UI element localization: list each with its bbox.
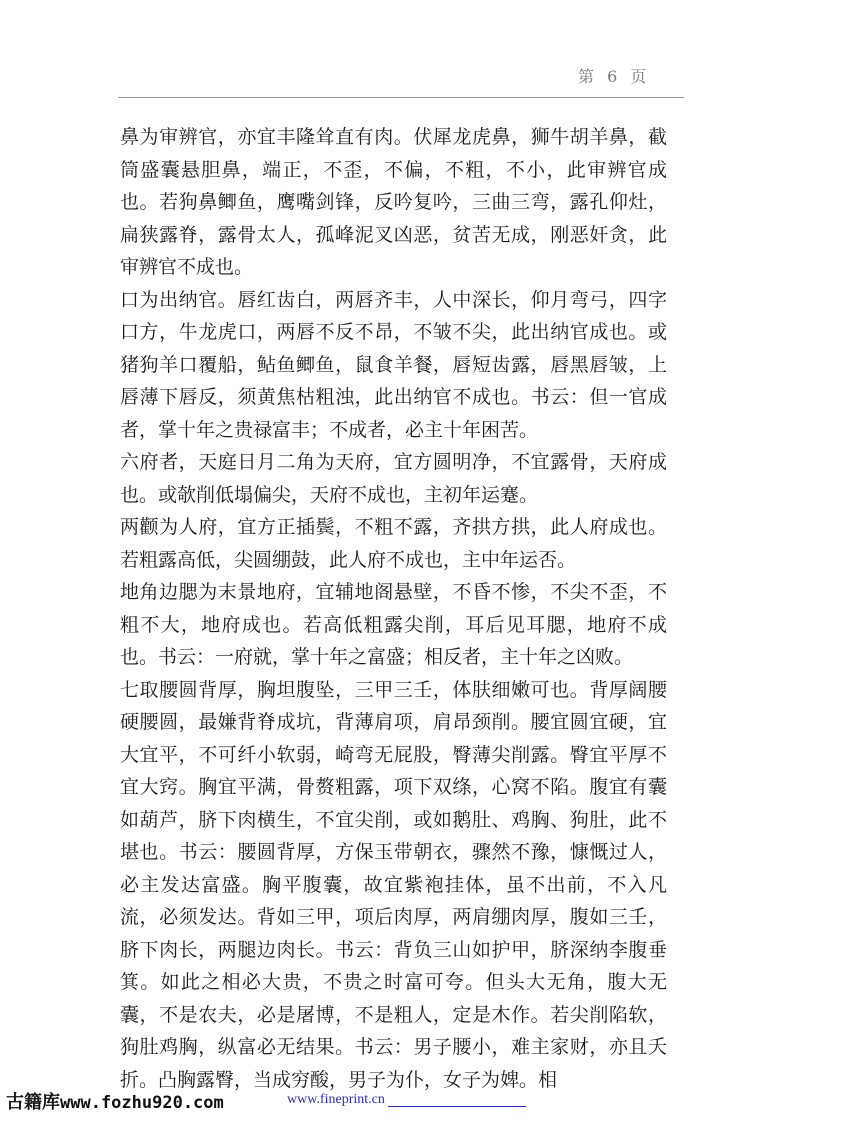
paragraph-earth-mansion: 地角边腮为末景地府，宜辅地阁悬壁，不昏不惨，不尖不歪，不粗不大，地府成也。若高低粗露尖削，耳后见耳腮，地府不成也。书云：一府就，掌十年之富盛；相反者，主十年之凶败。 [120, 581, 667, 668]
logo-text: 古籍库 [6, 1092, 60, 1113]
footer-link-underline [388, 1106, 526, 1107]
body-text [120, 121, 667, 1096]
paragraph-heaven-mansion: 六府者，天庭日月二角为天府，宜方圆明净，不宜露骨，天府成也。或欹削低塌偏尖，天府不成也，主初年运蹇。 [120, 451, 667, 506]
page-number: 第 6 页 [578, 67, 651, 86]
paragraph-human-mansion: 两颧为人府，宜方正插鬓，不粗不露，齐拱方拱，此人府成也。若粗露高低，尖圆绷鼓，此人府不成也，主中年运否。 [120, 516, 667, 571]
footer-watermark-logo [6, 1088, 224, 1114]
logo-site-text: www.fozhu920.com [60, 1093, 224, 1113]
paragraph-mouth: 口为出纳官。唇红齿白，两唇齐丰，人中深长，仰月弯弓，四字口方，牛龙虎口，两唇不反不昂，不皱不尖，此出纳官成也。或猪狗羊口覆船，鲇鱼鲫鱼，鼠食羊餐，唇短齿露，唇黑唇皱，上唇薄下唇反，须黄焦枯粗浊，此出纳官不成也。书云：但一官成者，掌十年之贵禄富丰；不成者，必主十年困苦。 [120, 288, 667, 441]
fineprint-link[interactable]: www.fineprint.cn [287, 1092, 385, 1107]
header-divider [118, 97, 684, 98]
paragraph-waist-back: 七取腰圆背厚，胸坦腹坠，三甲三壬，体肤细嫩可也。背厚阔腰硬腰圆，最嫌背脊成坑，背薄肩项，肩昂颈削。腰宜圆宜硬，宜大宜平，不可纤小软弱，崎弯无屁股，臀薄尖削露。臀宜平厚不宜大窍。胸宜平满，骨赘粗露，项下双绦，心窝不陷。腹宜有囊如葫芦，脐下肉横生，不宜尖削，或如鹅肚、鸡胸、狗肚，此不堪也。书云：腰圆背厚，方保玉带朝衣，骤然不豫，慷慨过人，必主发达富盛。胸平腹囊，故宜紫袍挂体，虽不出前，不入凡流，必须发达。背如三甲，项后肉厚，两肩绷肉厚，腹如三壬，脐下肉长，两腿边肉长。书云：背负三山如护甲，脐深纳李腹垂箕。如此之相必大贵，不贵之时富可夸。但头大无角，腹大无囊，不是农夫，必是屠博，不是粗人，定是木作。若尖削陷软，狗肚鸡胸，纵富必无结果。书云：男子腰小，难主家财，亦且夭折。凸胸露臀，当成穷酸，男子为仆，女子为婢。相 [120, 678, 667, 1091]
paragraph-nose: 鼻为审辨官，亦宜丰隆耸直有肉。伏犀龙虎鼻，狮牛胡羊鼻，截筒盛囊悬胆鼻，端正，不歪，不偏，不粗，不小，此审辨官成也。若狗鼻鲫鱼，鹰嘴剑锋，反吟复吟，三曲三弯，露孔仰灶，扁狭露脊，露骨太人，孤峰泥叉凶恶，贫苦无成，刚恶奸贪，此审辨官不成也。 [120, 126, 667, 278]
